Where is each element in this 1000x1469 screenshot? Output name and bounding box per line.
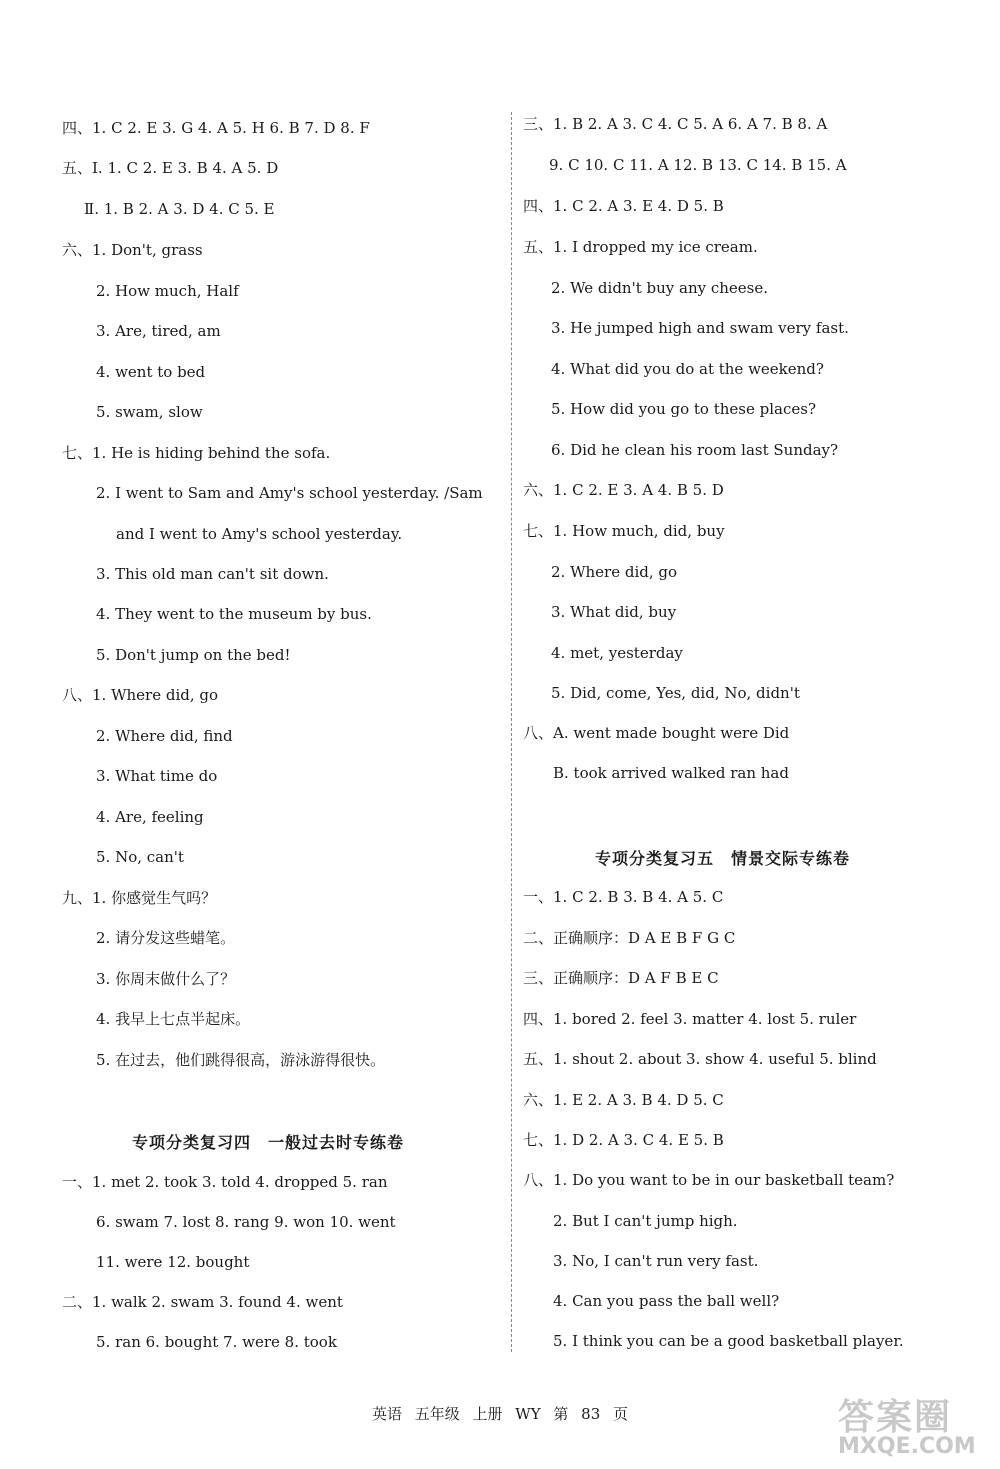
answer-line: 二、正确顺序：D A E B F G C (523, 929, 736, 947)
column-divider (511, 112, 512, 1352)
answer-line: B. took arrived walked ran had (553, 764, 789, 782)
answer-line: 一、1. met 2. took 3. told 4. dropped 5. ran (62, 1173, 388, 1191)
answer-line: 5. No, can't (96, 848, 184, 866)
answer-line: 5. ran 6. bought 7. were 8. took (96, 1333, 337, 1351)
answer-line: 六、1. E 2. A 3. B 4. D 5. C (523, 1091, 724, 1109)
answer-line: 5. I think you can be a good basketball player. (553, 1332, 904, 1350)
answer-line: 五、Ⅰ. 1. C 2. E 3. B 4. A 5. D (62, 159, 279, 177)
answer-line: 2. We didn't buy any cheese. (551, 279, 769, 297)
answer-line: 3. What did, buy (551, 603, 677, 621)
answer-line: 2. Where did, find (96, 727, 233, 745)
right-column (523, 0, 1000, 1400)
answer-line: 2. 请分发这些蜡笔。 (96, 929, 236, 947)
answer-line: 五、1. I dropped my ice cream. (523, 238, 758, 256)
answer-line: 5. Don't jump on the bed! (96, 646, 291, 664)
answer-line: 4. They went to the museum by bus. (96, 605, 372, 623)
answer-line: 九、1. 你感觉生气吗？ (62, 889, 217, 907)
answer-line: 2. Where did, go (551, 563, 678, 581)
answer-line: 八、A. went made bought were Did (523, 724, 790, 742)
answer-line: and I went to Amy's school yesterday. (116, 525, 403, 543)
answer-line: 三、正确顺序：D A F B E C (523, 969, 719, 987)
answer-line: 5. swam, slow (96, 403, 203, 421)
answer-line: 三、1. B 2. A 3. C 4. C 5. A 6. A 7. B 8. A (523, 115, 828, 133)
answer-line: 9. C 10. C 11. A 12. B 13. C 14. B 15. A (549, 156, 847, 174)
answer-line: 七、1. How much, did, buy (523, 522, 725, 540)
answer-line: 6. Did he clean his room last Sunday? (551, 441, 839, 459)
answer-line: 4. went to bed (96, 363, 206, 381)
answer-line: 2. But I can't jump high. (553, 1212, 738, 1230)
answer-line: 4. What did you do at the weekend? (551, 360, 824, 378)
answer-line: 六、1. C 2. E 3. A 4. B 5. D (523, 481, 724, 499)
answer-line: 3. What time do (96, 767, 218, 785)
answer-line: 4. 我早上七点半起床。 (96, 1010, 251, 1028)
answer-line: 六、1. Don't, grass (62, 241, 203, 259)
answer-line: 七、1. He is hiding behind the sofa. (62, 444, 331, 462)
answer-line: 七、1. D 2. A 3. C 4. E 5. B (523, 1131, 724, 1149)
watermark-url: MXQE.COM (838, 1434, 976, 1459)
answer-line: 3. Are, tired, am (96, 322, 221, 340)
answer-line: 11. were 12. bought (96, 1253, 250, 1271)
answer-line: Ⅱ. 1. B 2. A 3. D 4. C 5. E (84, 200, 275, 218)
answer-line: 五、1. shout 2. about 3. show 4. useful 5. blind (523, 1050, 877, 1068)
section-heading: 专项分类复习四 一般过去时专练卷 (132, 1133, 405, 1152)
answer-line: 4. Are, feeling (96, 808, 204, 826)
answer-line: 四、1. C 2. E 3. G 4. A 5. H 6. B 7. D 8. F (62, 119, 370, 137)
answer-line: 3. He jumped high and swam very fast. (551, 319, 849, 337)
watermark-title: 答案圈 (838, 1397, 953, 1438)
section-heading: 专项分类复习五 情景交际专练卷 (595, 849, 851, 868)
answer-line: 一、1. C 2. B 3. B 4. A 5. C (523, 888, 724, 906)
answer-line: 3. No, I can't run very fast. (553, 1252, 759, 1270)
left-column (62, 0, 542, 1400)
answer-line: 3. This old man can't sit down. (96, 565, 329, 583)
answer-line: 5. How did you go to these places? (551, 400, 816, 418)
answer-line: 5. Did, come, Yes, did, No, didn't (551, 684, 800, 702)
answer-line: 二、1. walk 2. swam 3. found 4. went (62, 1293, 343, 1311)
site-watermark (838, 1389, 978, 1459)
answer-line: 八、1. Do you want to be in our basketball team? (523, 1171, 895, 1189)
answer-line: 3. 你周末做什么了？ (96, 970, 236, 988)
answer-line: 2. How much, Half (96, 282, 239, 300)
answer-line: 八、1. Where did, go (62, 686, 219, 704)
answer-line: 4. Can you pass the ball well? (553, 1292, 780, 1310)
answer-line: 5. 在过去，他们跳得很高，游泳游得很快。 (96, 1051, 386, 1069)
answer-line: 2. I went to Sam and Amy's school yesterday. /Sam (96, 484, 483, 502)
answer-line: 四、1. C 2. A 3. E 4. D 5. B (523, 197, 724, 215)
answer-line: 四、1. bored 2. feel 3. matter 4. lost 5. ruler (523, 1010, 857, 1028)
page-footer: 英语 五年级 上册 WY 第 83 页 (371, 1405, 629, 1423)
answer-line: 4. met, yesterday (551, 644, 683, 662)
answer-line: 6. swam 7. lost 8. rang 9. won 10. went (96, 1213, 396, 1231)
